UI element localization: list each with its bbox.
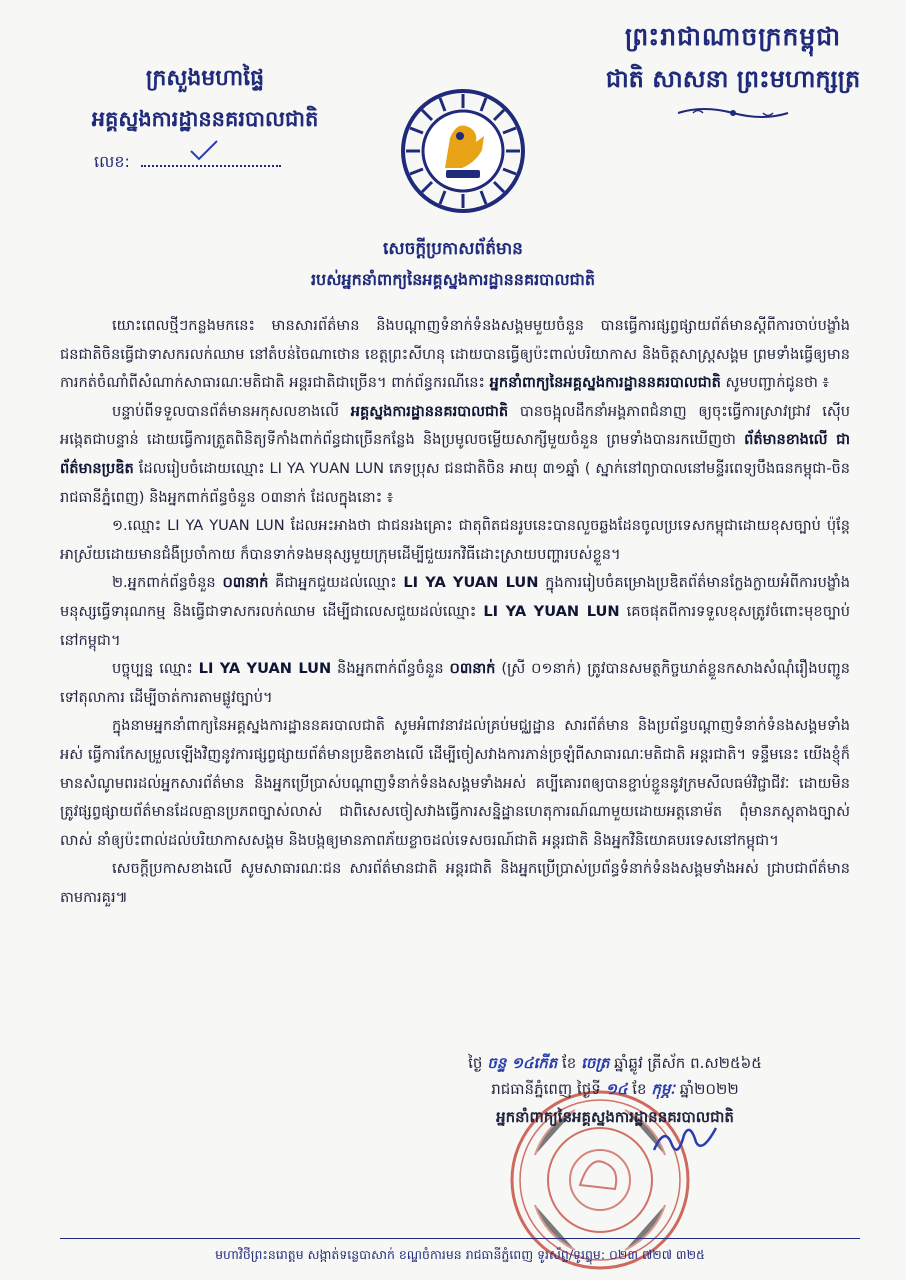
lunar-date: ថ្ងៃ ចន្ទ ១៤កើត ខែ ចេត្រ ឆ្នាំឆ្លូវ ត្រីស័ក ព.ស២៥៦៥ [468, 1054, 762, 1072]
reference-label: លេខ: [94, 152, 130, 171]
paragraph-1: យោះពេលថ្មីៗកន្លងមកនេះ មានសារព័ត៌មាន និងបណ្តាញទំនាក់ទំនងសង្គមមួយចំនួន បានធ្វើការផ្សព្វផ្សាយព័ត៌មានស្តីពីការចាប់បង្ខាំងជនជាតិចិនធ្វើជាទាសករលក់ឈាម នៅតំបន់ចៃណាថោន ខេត្តព្រះសីហនុ ដោយបានធ្វើឲ្យប៉ះពាល់បរិយាកាស និងចិត្តសាស្ត្រសង្គម ព្រមទាំងធ្វើឲ្យមានការកត់ចំណាំពីសំណាក់សាធារណៈមតិជាតិ អន្តរជាតិជាច្រើន។ ពាក់ព័ន្ធករណីនេះ អ្នកនាំពាក្យនៃអគ្គស្នងការដ្ឋាននគរបាលជាតិ សូមបញ្ជាក់ជូនថា ៖ [60, 317, 850, 392]
title-line-2: របស់អ្នកនាំពាក្យនៃអគ្គស្នងការដ្ឋាននគរបាលជាតិ [310, 270, 596, 289]
ministry-name: ក្រសួងមហាផ្ទៃ [145, 65, 265, 91]
paragraph-7: សេចក្តីប្រកាសខាងលើ សូមសាធារណៈជន សារព័ត៌មានជាតិ អន្តរជាតិ និងអ្នកប្រើប្រាស់ប្រព័ន្ធទំនាក់ទំនងសង្គមទាំងអស់ ជ្រាបជាព័ត៌មានតាមការគួរ៕ [60, 860, 850, 906]
paragraph-6: ក្នុងនាមអ្នកនាំពាក្យនៃអគ្គស្នងការដ្ឋាននគរបាលជាតិ សូមអំពាវនាវដល់គ្រប់មជ្ឈដ្ឋាន សារព័ត៌មាន និងប្រព័ន្ធបណ្តាញទំនាក់ទំនងសង្គមទាំងអស់ ធ្វើការកែសម្រួលឡើងវិញនូវការផ្សព្វផ្សាយព័ត៌មានប្រឌិតខាងលើ ដើម្បីចៀសវាងការភាន់ច្រឡំពីសាធារណៈមតិជាតិ អន្តរជាតិ។ ទន្ទឹមនេះ យើងខ្ញុំក៏មានសំណូមពរដល់អ្នកសារព័ត៌មាន និងអ្នកប្រើប្រាស់បណ្តាញទំនាក់ទំនងសង្គមទាំងអស់ គប្បីគោរពឲ្យបានខ្ជាប់ខ្ជួននូវក្រមសីលធម៌វិជ្ជាជីវៈ ដោយមិនត្រូវផ្សព្វផ្សាយព័ត៌មានដែលគ្មានប្រភពច្បាស់លាស់ ជាពិសេសចៀសវាងធ្វើការសន្និដ្ឋានហេតុការណ៍ណាមួយដោយអត្តនោម័ត ពុំមានភស្តុតាងច្បាស់លាស់ នាំឲ្យប៉ះពាល់ដល់បរិយាកាសសង្គម និងបង្កឲ្យមានភាពភ័យខ្លាចដល់ទេសចរណ៍ជាតិ អន្តរជាតិ និងអ្នកវិនិយោគបរទេសនៅកម្ពុជា។ [60, 717, 850, 849]
paragraph-5: បច្ចុប្បន្ន ឈ្មោះ LI YA YUAN LUN និងអ្នកពាក់ព័ន្ធចំនួន ០៣នាក់ (ស្រី ០១នាក់) ត្រូវបានសមត្ថកិច្ចឃាត់ខ្លួនកសាងសំណុំរឿងបញ្ជូនទៅតុលាការ ដើម្បីចាត់ការតាមផ្លូវច្បាប់។ [60, 660, 851, 706]
checkmark-icon [189, 139, 219, 161]
footer-address: មហាវិថីព្រះនរោត្តម សង្កាត់ទន្លេបាសាក់ ខណ្ឌចំការមន រាជធានីភ្នំពេញ ទូរស័ព្ទ/ទូរព្ទុម: ០២៣ ៧២៧ ៣២៥ [60, 1238, 860, 1266]
national-motto: ជាតិ សាសនា ព្រះមហាក្សត្រ [605, 64, 861, 93]
solar-date: រាជធានីភ្នំពេញ ថ្ងៃទី ១៤ ខែ កុម្ភៈ ឆ្នាំ២០២២ [491, 1080, 739, 1098]
reference-field [141, 151, 281, 167]
ornament-icon [673, 103, 793, 123]
kingdom-title: ព្រះរាជាណាចក្រកម្ពុជា [624, 22, 842, 51]
paragraph-3: ១.ឈ្មោះ LI YA YUAN LUN ដែលអះអាងថា ជាជនរងគ្រោះ ជាតុពិតជនរូបនេះបានលួចឆ្លងដែនចូលប្រទេសកម្ពុជាដោយខុសច្បាប់ ប៉ុន្តែអាស្រ័យដោយមានជំងឺប្រចាំកាយ ក៏បានទាក់ទងមនុស្សមួយក្រុមដើម្បីជួយរកវិធីដោះស្រាយបញ្ហារបស់ខ្លួន។ [60, 517, 850, 563]
reference-number [60, 151, 350, 175]
date-block [380, 1050, 850, 1130]
department-name: អគ្គស្នងការដ្ឋាននគរបាលជាតិ [91, 106, 319, 131]
paragraph-2: បន្ទាប់ពីទទួលបានព័ត៌មានអកុសលខាងលើ អគ្គស្នងការដ្ឋាននគរបាលជាតិ បានចង្អុលដឹកនាំអង្គភាពជំនាញ ឲ្យចុះធ្វើការស្រាវជ្រាវ ស៊ើបអង្កេតជាបន្ទាន់ ដោយធ្វើការត្រួតពិនិត្យទីកាំងពាក់ព័ន្ធជាច្រើនកន្លែង និងប្រមូលចម្លើយសាក្សីមួយចំនួន ព្រមទាំងបានរកឃើញថា ព័ត៌មានខាងលើ ជាព័ត៌មានប្រឌិត ដែលរៀបចំដោយឈ្មោះ LI YA YUAN LUN ភេទប្រុស ជនជាតិចិន អាយុ ៣១ឆ្នាំ ( ស្នាក់នៅព្យាបាលនៅមន្ទីរពេទ្យបឹងធនកម្ពុជា-ចិន រាជធានីភ្នំពេញ) និងអ្នកពាក់ព័ន្ធចំនួន ០៣នាក់ ដែលក្នុងនោះ ៖ [60, 402, 850, 506]
document-title [0, 238, 906, 293]
ministry-header [60, 64, 350, 175]
signer-title: អ្នកនាំពាក្យនៃអគ្គស្នងការដ្ឋាននគរបាលជាតិ [496, 1108, 734, 1126]
announcement-body [60, 312, 850, 912]
police-emblem-icon [400, 88, 526, 214]
paragraph-4: ២.អ្នកពាក់ព័ន្ធចំនួន ០៣នាក់ គឺជាអ្នកជួយដល់ឈ្មោះ LI YA YUAN LUN ក្នុងការរៀបចំគម្រោងប្រឌិតព័ត៌មានក្លែងក្លាយអំពីការបង្ខាំងមនុស្សធ្វើទារុណកម្ម និងធ្វើជាទាសករលក់ឈាម ដើម្បីជាលេសជួយដល់ឈ្មោះ LI YA YUAN LUN គេចផុតពីការទទួលខុសត្រូវចំពោះមុខច្បាប់នៅកម្ពុជា។ [60, 574, 851, 649]
kingdom-header [598, 22, 868, 127]
title-line-1: សេចក្តីប្រកាសព័ត៌មាន [383, 239, 523, 259]
